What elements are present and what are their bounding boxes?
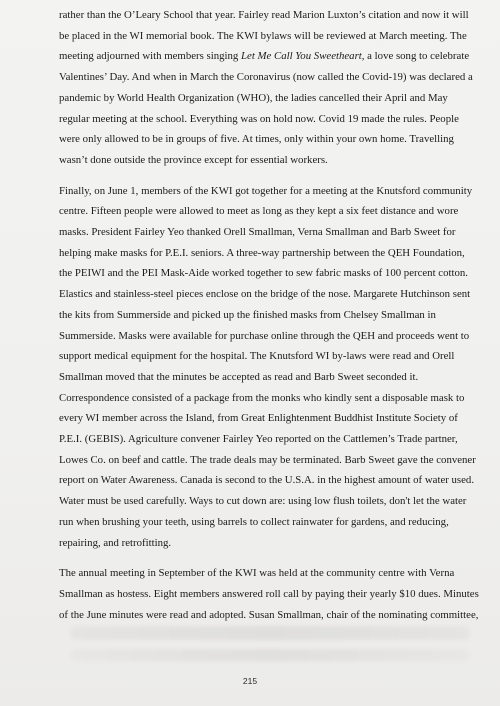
bleed-through-shadow: [70, 649, 470, 661]
text-line: wasn’t done outside the province except for essential workers.: [59, 153, 328, 166]
text-line: repairing, and retrofitting.: [59, 536, 172, 549]
text-line: masks. President Fairley Yeo thanked Orell Smallman, Verna Smallman and Barb Sweet for: [59, 226, 456, 239]
text-line: Elastics and stainless-steel pieces enclose on the bridge of the nose. Margarete Hutchinson sent: [59, 288, 471, 301]
text-line: helping make masks for P.E.I. seniors. A three-way partnership between the QEH Foundation,: [59, 246, 465, 259]
text-line: be placed in the WI memorial book. The KWI bylaws will be reviewed at March meeting. The: [59, 29, 467, 42]
text-line: Finally, on June 1, members of the KWI got together for a meeting at the Knutsford community: [59, 184, 473, 197]
text-line: report on Water Awareness. Canada is second to the U.S.A. in the highest amount of water used.: [59, 474, 475, 487]
text-line: Correspondence consisted of a package from the monks who kindly sent a disposable mask to: [59, 391, 465, 404]
paragraph-1: [59, 5, 474, 171]
text-line: the kits from Summerside and picked up the finished masks from Chelsey Smallman in: [59, 308, 436, 321]
text-line: Water must be used carefully. Ways to cut down are: using low flush toilets, don't let the water: [59, 495, 467, 508]
text-line: Smallman as hostess. Eight members answered roll call by paying their yearly $10 dues. Minutes: [59, 587, 479, 600]
text-line: regular meeting at the school. Everything was on hold now. Covid 19 made the rules. People: [59, 112, 459, 125]
text-line: were only allowed to be in groups of five. At times, only within your own home. Travelling: [59, 133, 454, 146]
text-line: P.E.I. (GEBIS). Agriculture convener Fairley Yeo reported on the Cattlemen’s Trade partner,: [59, 433, 458, 446]
text-line: of the June minutes were read and adopted. Susan Smallman, chair of the nominating committee,: [59, 608, 479, 621]
text-run: , a love song to celebrate: [361, 50, 470, 63]
text-line: Smallman moved that the minutes be accepted as read and Barb Sweet seconded it.: [59, 370, 419, 383]
text-line: centre. Fifteen people were allowed to meet as long as they kept a six feet distance and wore: [59, 205, 459, 218]
text-line: run when brushing your teeth, using barrels to collect rainwater for gardens, and reducing,: [59, 515, 449, 528]
paragraph-2: [59, 181, 474, 554]
text-line: The annual meeting in September of the KWI was held at the community centre with Verna: [59, 567, 455, 580]
text-line: support medical equipment for the hospital. The Knutsford WI by-laws were read and Orell: [59, 350, 455, 363]
text-line: Summerside. Masks were available for purchase online through the QEH and proceeds went to: [59, 329, 470, 342]
song-title: Let Me Call You Sweetheart: [241, 50, 362, 63]
text-line: every WI member across the Island, from Great Enlightenment Buddhist Institute Society of: [59, 412, 458, 425]
text-line: [59, 46, 474, 67]
text-run: meeting adjourned with members singing: [59, 50, 242, 63]
text-line: Valentines’ Day. And when in March the Coronavirus (now called the Covid-19) was declared a: [59, 71, 473, 84]
text-line: rather than the O’Leary School that year. Fairley read Marion Luxton’s citation and now it will: [59, 9, 469, 21]
text-line: Lowes Co. on beef and cattle. The trade deals may be terminated. Barb Sweet gave the convener: [59, 453, 476, 466]
page-number: 215: [242, 676, 258, 686]
bleed-through-shadow: [70, 626, 470, 640]
text-line: the PEIWI and the PEI Mask-Aide worked together to sew fabric masks of 100 percent cotton.: [59, 267, 468, 280]
text-line: pandemic by World Health Organization (WHO), the ladies cancelled their April and May: [59, 91, 448, 104]
paragraph-3: [59, 563, 479, 625]
body-text: [59, 5, 479, 635]
